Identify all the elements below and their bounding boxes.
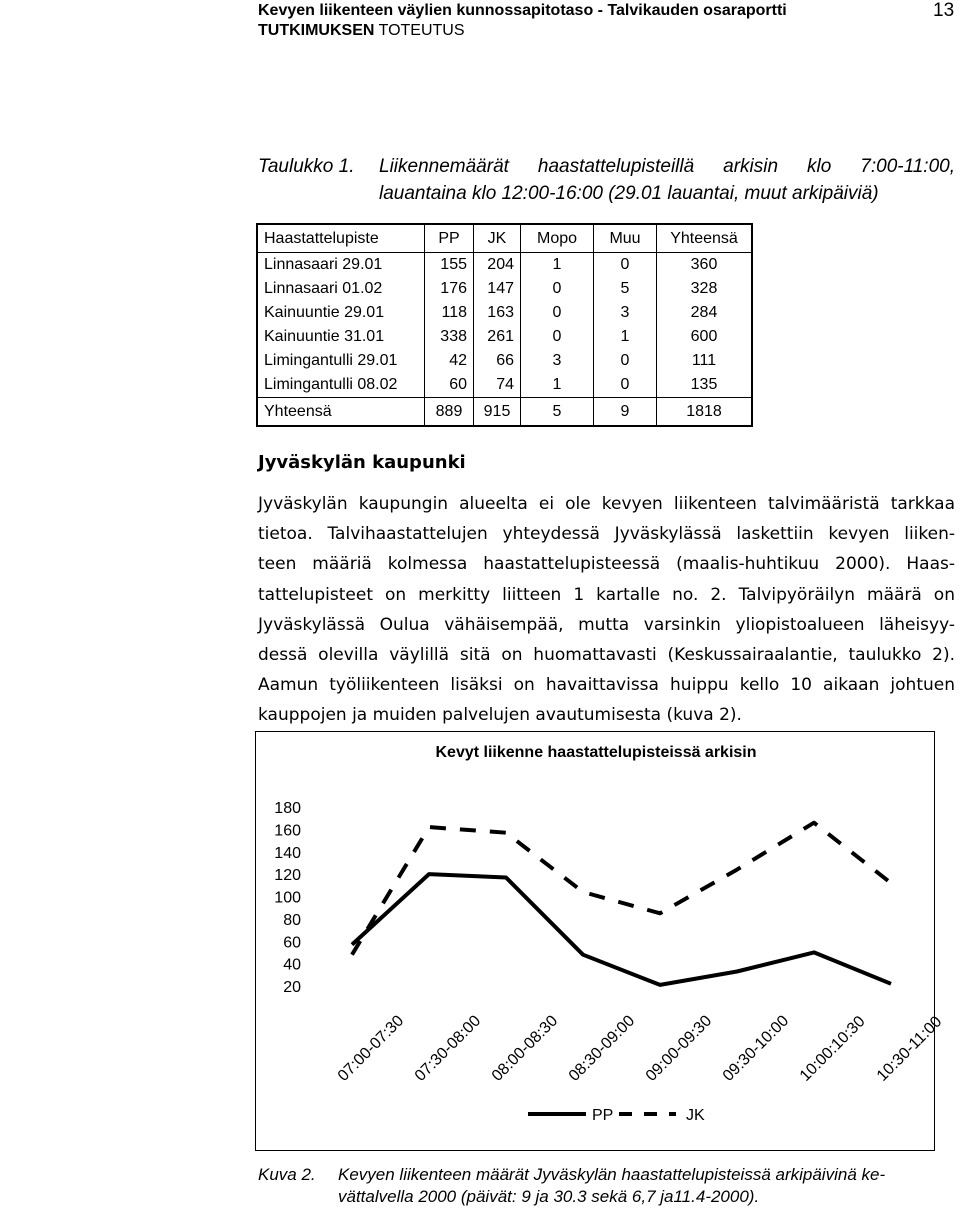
series-line-jk [352, 823, 891, 955]
x-tick-label: 10:30-11:00 [873, 1013, 946, 1085]
x-tick-label: 07:00-07:30 [334, 1012, 408, 1085]
table-cell: 0 [521, 325, 594, 349]
table-cell: 338 [425, 325, 474, 349]
table-header-cell: Muu [594, 224, 657, 253]
paragraph-line: dessä olevilla väylillä sitä on huomattavasti (Keskussairaalantie, taulukko 2). [258, 645, 955, 666]
y-tick-label: 120 [274, 867, 301, 885]
table-cell: Yhteensä [257, 398, 425, 427]
table-cell: 5 [594, 277, 657, 301]
paragraph-line: kauppojen ja muiden palvelujen avautumisesta (kuva 2). [258, 705, 742, 726]
table-caption-line: lauantaina klo 12:00-16:00 (29.01 lauantai, muut arkipäiviä) [379, 183, 879, 204]
table-cell: 204 [474, 253, 521, 278]
y-tick-label: 80 [283, 911, 301, 929]
table-header-cell: JK [474, 224, 521, 253]
table-cell: 147 [474, 277, 521, 301]
paragraph-line: tattelupisteet on merkitty liitteen 1 kartalle no. 2. Talvipyöräilyn määrä on [258, 584, 955, 605]
table-cell: 915 [474, 398, 521, 427]
x-tick-label: 09:30-10:00 [719, 1012, 793, 1085]
table-cell: 163 [474, 301, 521, 325]
report-subtitle-caps: TUTKIMUKSEN [258, 22, 375, 39]
figure-caption-text [338, 1164, 956, 1208]
table-cell: 9 [594, 398, 657, 427]
paragraph-line: Jyväskylän kaupungin alueelta ei ole kevyen liikenteen talvimääristä tarkkaa [258, 494, 955, 514]
y-tick-label: 40 [283, 956, 301, 974]
paragraph-line: teen määriä kolmessa haastattelupisteessä (maalis-huhtikuu 2000). Haas- [258, 554, 955, 575]
x-tick-label: 08:30-09:00 [565, 1012, 639, 1085]
series-line-pp [352, 874, 891, 985]
table-cell: 3 [521, 349, 594, 373]
paragraph-line: tietoa. Talvihaastattelujen yhteydessä Jyväskylässä laskettiin kevyen liiken- [258, 524, 955, 545]
table-row [257, 253, 752, 278]
line-chart [255, 731, 946, 1151]
y-tick-label: 60 [283, 934, 301, 952]
table-cell: Limingantulli 29.01 [257, 349, 425, 373]
table-cell: Linnasaari 29.01 [257, 253, 425, 278]
y-tick-label: 160 [274, 822, 301, 840]
table-cell: 0 [521, 301, 594, 325]
table-caption-label: Taulukko 1. [258, 156, 355, 177]
traffic-table [256, 223, 753, 427]
y-tick-label: 20 [283, 979, 301, 996]
table-row [257, 325, 752, 349]
table-cell: 74 [474, 373, 521, 398]
table-cell: 0 [594, 373, 657, 398]
x-tick-label: 10:00:10:30 [796, 1013, 869, 1085]
y-tick-label: 180 [274, 800, 301, 817]
table-cell: Kainuuntie 29.01 [257, 301, 425, 325]
figure-caption-line: vättalvella 2000 (päivät: 9 ja 30.3 sekä 6,7 ja11.4-2000). [338, 1187, 760, 1206]
table-header-cell: Yhteensä [657, 224, 753, 253]
table-header-cell: PP [425, 224, 474, 253]
x-tick-label: 08:00-08:30 [488, 1012, 562, 1085]
paragraph-line: Aamun työliikenteen lisäksi on havaittavissa huippu kello 10 aikaan johtuen [258, 675, 955, 696]
table-caption-text [379, 153, 955, 207]
table-cell: 1818 [657, 398, 753, 427]
chart-canvas [256, 732, 946, 1152]
body-paragraph [258, 489, 955, 731]
figure-caption-label: Kuva 2. [258, 1165, 316, 1184]
table-cell: Linnasaari 01.02 [257, 277, 425, 301]
table-cell: 328 [657, 277, 753, 301]
x-tick-label: 09:00-09:30 [642, 1012, 716, 1085]
table-cell: 0 [594, 349, 657, 373]
table-cell: 42 [425, 349, 474, 373]
table-cell: Kainuuntie 31.01 [257, 325, 425, 349]
table-cell: 155 [425, 253, 474, 278]
table-cell: 60 [425, 373, 474, 398]
y-tick-label: 140 [274, 844, 301, 862]
table-cell: 118 [425, 301, 474, 325]
table-caption-line: Liikennemäärät haastattelupisteillä arkisin klo 7:00-11:00, [379, 156, 955, 177]
table-row [257, 277, 752, 301]
table-cell: 1 [521, 253, 594, 278]
page-number: 13 [933, 0, 955, 21]
section-heading: Jyväskylän kaupunki [258, 452, 466, 473]
table-cell: 600 [657, 325, 753, 349]
table-cell: 261 [474, 325, 521, 349]
table-cell: 176 [425, 277, 474, 301]
report-title: Kevyen liikenteen väylien kunnossapitotaso - Talvikauden osaraportti [258, 2, 787, 19]
table-cell: 284 [657, 301, 753, 325]
table-header-row [257, 224, 752, 253]
table-total-row [257, 398, 752, 427]
y-tick-label: 100 [274, 889, 301, 907]
paragraph-line: Jyväskylässä Oulua vähäisempää, mutta varsinkin yliopistoalueen läheisyy- [258, 614, 955, 635]
chart-title: Kevyt liikenne haastattelupisteissä arkisin [435, 744, 757, 761]
table-cell: 5 [521, 398, 594, 427]
table-cell: 0 [521, 277, 594, 301]
x-tick-label: 07:30-08:00 [411, 1012, 485, 1085]
table-cell: 1 [594, 325, 657, 349]
table-cell: 360 [657, 253, 753, 278]
table-header-cell: Mopo [521, 224, 594, 253]
table-cell: 111 [657, 349, 753, 373]
table-header-cell: Haastattelupiste [257, 224, 425, 253]
figure-caption-line: Kevyen liikenteen määrät Jyväskylän haastattelupisteissä arkipäivinä ke- [338, 1165, 886, 1184]
legend-label-pp: PP [592, 1107, 614, 1124]
legend-label-jk: JK [686, 1107, 705, 1124]
report-subtitle-rest: TOTEUTUS [378, 22, 465, 39]
table-cell: 889 [425, 398, 474, 427]
table-row [257, 349, 752, 373]
report-subtitle [258, 22, 465, 40]
table-row [257, 373, 752, 398]
table-cell: 66 [474, 349, 521, 373]
table-row [257, 301, 752, 325]
table-cell: Limingantulli 08.02 [257, 373, 425, 398]
table-cell: 3 [594, 301, 657, 325]
table-cell: 135 [657, 373, 753, 398]
table-cell: 1 [521, 373, 594, 398]
table-cell: 0 [594, 253, 657, 278]
